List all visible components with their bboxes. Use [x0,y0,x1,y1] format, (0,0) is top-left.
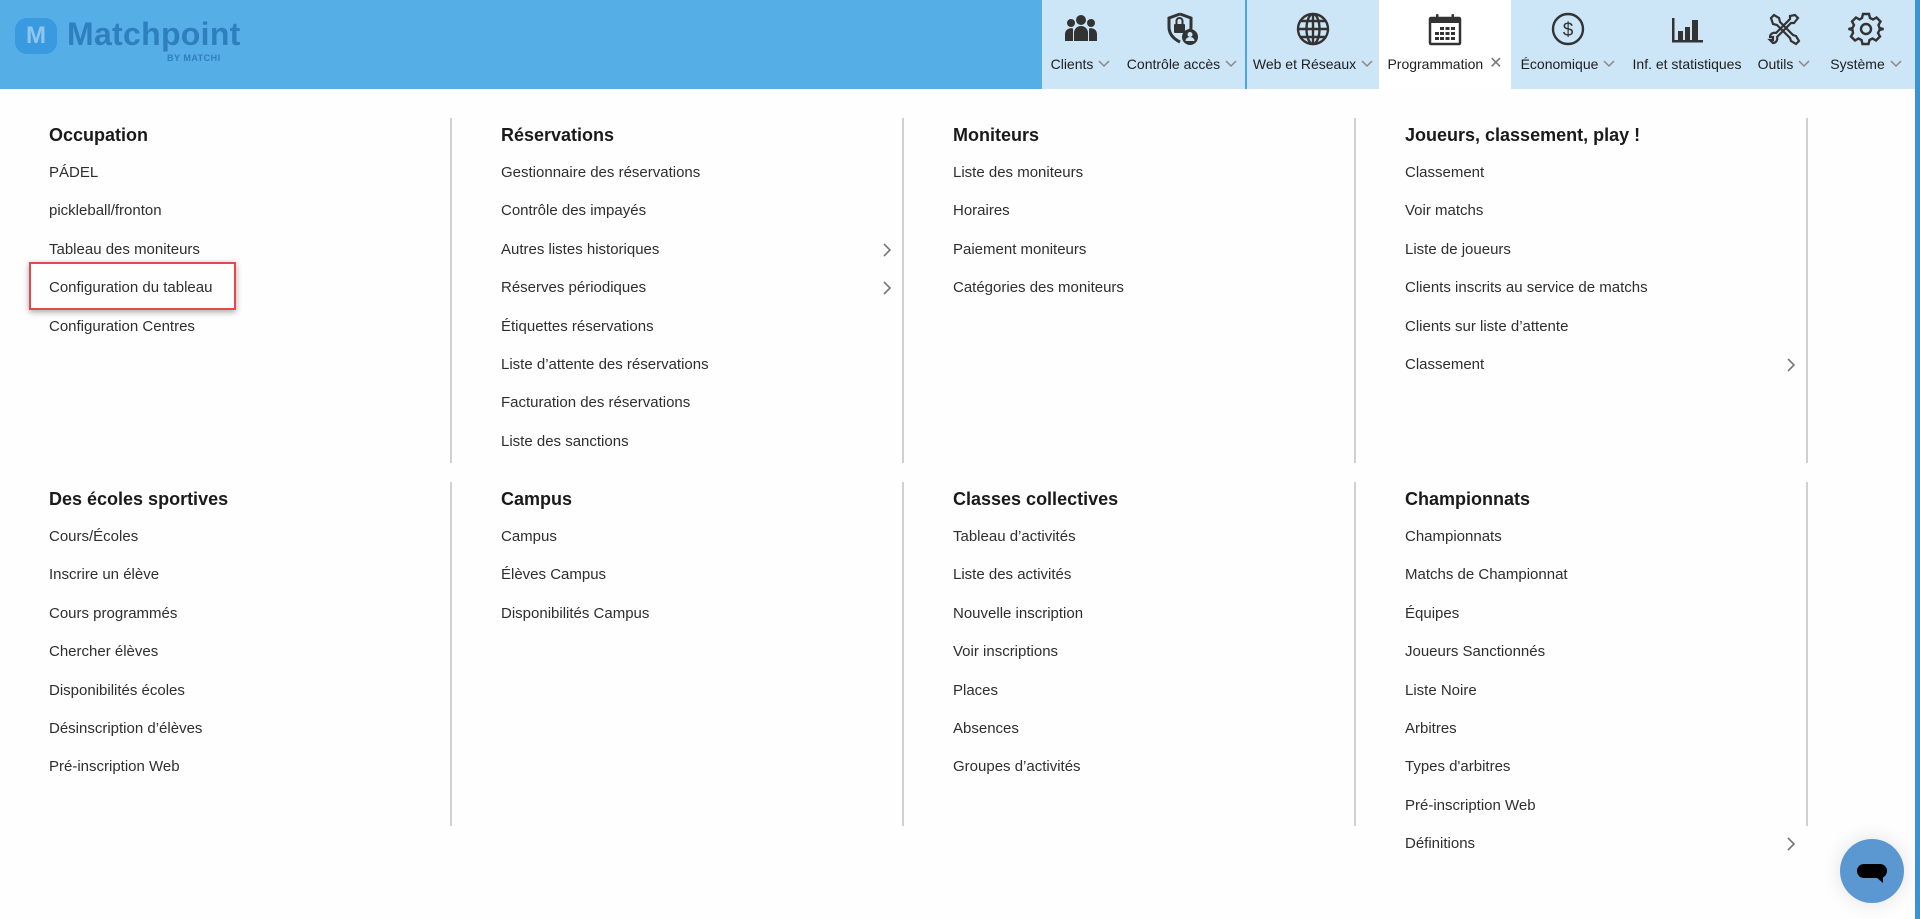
menu-item[interactable]: Équipes [1405,604,1460,622]
menu-item[interactable]: Cours/Écoles [49,528,139,545]
nav-systeme[interactable] [1819,0,1913,89]
menu-item[interactable]: Horaires [953,202,1010,220]
section-title: Moniteurs [953,125,1040,145]
logo-wordmark: Matchpoint [67,16,241,52]
tools-icon [1765,10,1803,48]
menu-item[interactable]: Arbitres [1405,720,1457,737]
menu-item[interactable]: Clients sur liste d’attente [1405,317,1569,335]
chat-bubble-icon [1857,864,1887,878]
menu-section [452,482,904,826]
chevron-right-icon[interactable] [1786,357,1796,373]
menu-item[interactable]: Disponibilités écoles [49,681,185,699]
nav-label: Économique [1520,56,1599,72]
menu-item[interactable]: Tableau des moniteurs [49,240,200,258]
nav-programmation[interactable] [1379,0,1511,89]
nav-inf-statistiques[interactable] [1625,0,1749,89]
menu-item[interactable]: Types d'arbitres [1405,758,1511,776]
shield-lock-user-icon [1163,10,1201,48]
section-title: Campus [501,489,573,509]
logo-subtitle: BY MATCHI [167,53,221,63]
highlight-box [29,262,236,310]
nav-web-et-reseaux[interactable] [1245,0,1379,89]
section-divider [1806,482,1808,826]
menu-item[interactable]: Liste des moniteurs [953,164,1084,181]
menu-item[interactable]: Chercher élèves [49,643,159,661]
users-icon [1062,10,1100,48]
menu-item[interactable]: Disponibilités Campus [501,604,650,622]
app-header [0,0,1920,89]
chevron-right-icon[interactable] [1786,836,1796,852]
nav-outils[interactable] [1749,0,1819,89]
menu-item[interactable]: Pré-inscription Web [49,758,180,776]
nav-label: Inf. et statistiques [1632,56,1742,72]
menu-item[interactable]: Voir inscriptions [953,643,1059,661]
menu-item[interactable]: Liste Noire [1405,681,1477,699]
menu-item[interactable]: Gestionnaire des réservations [501,164,701,181]
menu-item[interactable]: Facturation des réservations [501,394,691,412]
nav-label: Web et Réseaux [1252,56,1357,72]
menu-section [1356,118,1808,463]
nav-label: Outils [1757,56,1794,72]
menu-item[interactable]: Désinscription d’élèves [49,720,203,737]
chevron-down-icon [1890,60,1902,68]
menu-item[interactable]: Configuration Centres [49,317,195,335]
main-nav [1042,0,1915,89]
chevron-right-icon[interactable] [882,280,892,296]
nav-clients[interactable] [1042,0,1119,89]
section-divider [1806,118,1808,463]
chevron-down-icon [1603,60,1615,68]
menu-item[interactable]: Campus [501,528,557,545]
nav-label: Système [1830,56,1885,72]
menu-item[interactable]: Étiquettes réservations [501,317,654,335]
chat-bubble-tail [1876,877,1883,883]
nav-label: Clients [1050,56,1094,72]
menu-item[interactable]: Voir matchs [1405,202,1484,220]
menu-item[interactable]: Inscrire un élève [49,566,160,584]
chevron-down-icon [1098,60,1110,68]
section-title: Réservations [501,125,615,145]
scrollbar[interactable] [1915,0,1920,919]
menu-item[interactable]: Clients inscrits au service de matchs [1405,279,1648,297]
menu-item[interactable]: Définitions [1405,835,1476,853]
bar-chart-icon [1668,10,1706,48]
nav-economique[interactable] [1511,0,1625,89]
chevron-right-icon[interactable] [882,242,892,258]
menu-item[interactable]: Matchs de Championnat [1405,566,1568,584]
menu-item[interactable]: Liste de joueurs [1405,240,1511,258]
nav-controle-acces[interactable] [1119,0,1245,89]
section-title: Classes collectives [953,489,1119,509]
menu-item[interactable]: pickleball/fronton [49,202,162,220]
section-title: Championnats [1405,489,1531,509]
chevron-down-icon [1225,60,1237,68]
calendar-icon [1426,10,1464,48]
menu-item[interactable]: Contrôle des impayés [501,202,647,220]
nav-label: Programmation [1387,56,1484,72]
globe-icon [1294,10,1332,48]
nav-label: Contrôle accès [1126,56,1221,72]
close-icon[interactable]: ✕ [1489,55,1503,72]
chevron-down-icon [1798,60,1810,68]
menu-item[interactable]: Absences [953,720,1019,737]
menu-item[interactable]: Liste des sanctions [501,432,629,450]
menu-item[interactable]: Configuration du tableau [49,279,213,297]
chevron-down-icon [1361,60,1373,68]
menu-section [452,118,904,463]
menu-item[interactable]: Groupes d’activités [953,758,1081,776]
section-title: Des écoles sportives [49,489,229,509]
menu-item[interactable]: Cours programmés [49,604,178,622]
matchpoint-logo[interactable] [15,18,245,68]
menu-item[interactable]: Nouvelle inscription [953,604,1084,622]
menu-item[interactable]: Réserves périodiques [501,279,647,297]
svg-text:$: $ [1562,20,1574,41]
menu-item[interactable]: Joueurs Sanctionnés [1405,643,1546,661]
dollar-circle-icon [1549,10,1587,48]
section-title: Occupation [49,125,149,145]
menu-section [904,118,1356,463]
menu-item[interactable]: PÁDEL [49,164,99,181]
programmation-mega-menu [0,89,1915,919]
menu-item[interactable]: Classement [1405,356,1485,373]
menu-item[interactable]: Autres listes historiques [501,240,660,258]
menu-item[interactable]: Liste des activités [953,566,1072,584]
menu-item[interactable]: Championnats [1405,528,1502,545]
menu-section [1356,482,1808,853]
section-title: Joueurs, classement, play ! [1405,125,1641,145]
menu-item[interactable]: Élèves Campus [501,566,607,584]
menu-section [0,482,452,826]
menu-item[interactable]: Pré-inscription Web [1405,796,1536,814]
menu-item[interactable]: Catégories des moniteurs [953,279,1124,297]
menu-item[interactable]: Liste d’attente des réservations [501,356,709,373]
chat-button[interactable] [1840,839,1904,903]
menu-section [904,482,1356,826]
menu-item[interactable]: Places [953,681,999,699]
logo-mark-icon: M [15,18,57,54]
menu-item[interactable]: Paiement moniteurs [953,240,1087,258]
gear-icon [1847,10,1885,48]
menu-item[interactable]: Tableau d’activités [953,528,1076,545]
menu-item[interactable]: Classement [1405,164,1485,181]
